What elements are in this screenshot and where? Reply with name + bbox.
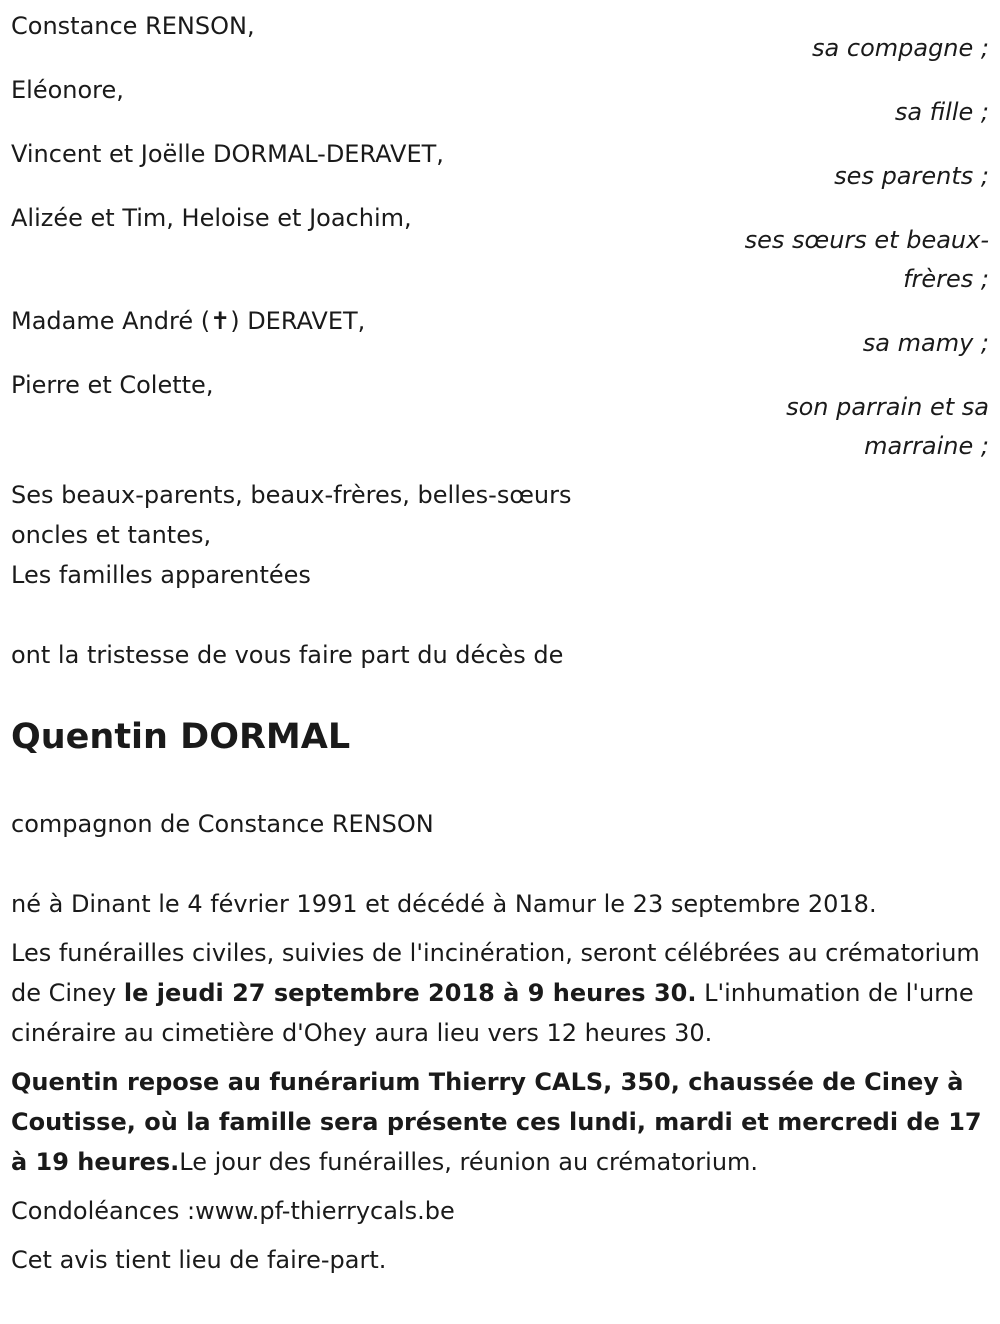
birth-death-line: né à Dinant le 4 février 1991 et décédé à Namur le 23 septembre 2018.	[11, 890, 877, 918]
condolences-line: Condoléances :www.pf-thierrycals.be	[11, 1197, 455, 1225]
relative-name: Madame André (✝) DERAVET,	[11, 307, 366, 335]
relative-name: Alizée et Tim, Heloise et Joachim,	[11, 204, 412, 232]
deceased-name: Quentin DORMAL	[11, 717, 351, 757]
funeral-text: Les funérailles civiles, suivies de l'incinération, seront célébrées au crématorium de Ciney	[11, 939, 980, 1007]
visitation-text: Quentin repose au funérarium Thierry CALS, 350, chaussée de Ciney à Coutisse, où la famille sera présente ces lundi, mardi et mercredi de 17 à 19 heures.	[11, 1068, 982, 1176]
relative-role: ses sœurs et beaux-frères ;	[744, 226, 989, 293]
closing-line: Cet avis tient lieu de faire-part.	[11, 1246, 387, 1274]
relative-entry	[11, 301, 989, 363]
obituary-notice	[11, 6, 989, 1280]
visitation-paragraph	[11, 1062, 989, 1182]
relative-name: Pierre et Colette,	[11, 371, 214, 399]
announcement-text: ont la tristesse de vous faire part du décès de	[11, 641, 564, 669]
family-line: Ses beaux-parents, beaux-frères, belles-sœurs	[11, 481, 572, 509]
funeral-paragraph	[11, 933, 989, 1053]
companion-line: compagnon de Constance RENSON	[11, 810, 434, 838]
relative-entry	[11, 134, 989, 196]
relative-role: sa mamy ;	[862, 329, 989, 357]
relative-role: son parrain et sa marraine ;	[786, 393, 989, 460]
relative-entry	[11, 6, 989, 68]
family-line: Les familles apparentées	[11, 561, 311, 589]
burial-text: L'inhumation de l'urne cinéraire au cimetière d'Ohey aura lieu vers 12 heures 30.	[11, 979, 974, 1047]
relative-name: Eléonore,	[11, 76, 124, 104]
relative-role: sa fille ;	[894, 98, 989, 126]
family-line: oncles et tantes,	[11, 521, 212, 549]
relative-entry	[11, 198, 989, 299]
relative-entry	[11, 70, 989, 132]
gathering-text: Le jour des funérailles, réunion au crématorium.	[179, 1148, 759, 1176]
relative-role: sa compagne ;	[812, 34, 989, 62]
extended-family	[11, 475, 989, 595]
relative-role: ses parents ;	[834, 162, 989, 190]
funeral-date: le jeudi 27 septembre 2018 à 9 heures 30.	[123, 979, 697, 1007]
relative-name: Constance RENSON,	[11, 12, 255, 40]
relative-name: Vincent et Joëlle DORMAL-DERAVET,	[11, 140, 444, 168]
relative-entry	[11, 365, 989, 466]
